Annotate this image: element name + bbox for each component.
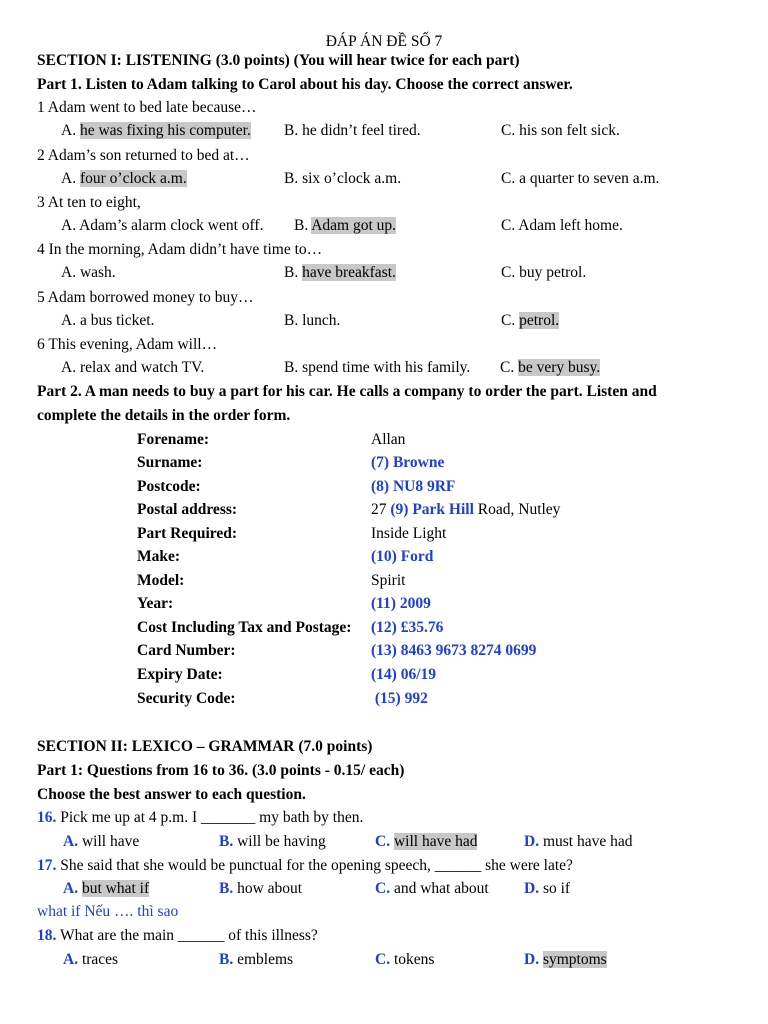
question-stem: 1 Adam went to bed late because… (37, 99, 257, 116)
option-c: C. his son felt sick. (501, 122, 620, 139)
form-value: Inside Light (371, 525, 447, 542)
question-stem: 6 This evening, Adam will… (37, 336, 218, 353)
answer-highlight: he was fixing his computer. (79, 122, 251, 139)
form-label: Security Code: (137, 690, 236, 707)
section2-heading: SECTION II: LEXICO – GRAMMAR (7.0 points) (37, 738, 373, 755)
form-label: Postcode: (137, 478, 201, 495)
question-number: 16. (37, 809, 57, 826)
option-c: C. be very busy. (500, 359, 601, 376)
question-stem: 3 At ten to eight, (37, 194, 141, 211)
option-b: B. he didn’t feel tired. (284, 122, 421, 139)
form-answer: (11) 2009 (371, 595, 431, 612)
question-number: 18. (37, 927, 57, 944)
form-answer: (12) £35.76 (371, 619, 444, 636)
option-c: C. and what about (375, 880, 489, 897)
answer-highlight: but what if (81, 880, 150, 897)
option-d: D. must have had (524, 833, 633, 850)
form-value: 27 (9) Park Hill Road, Nutley (371, 501, 561, 518)
option-a: A. wash. (61, 264, 116, 281)
option-b: B. how about (219, 880, 303, 897)
answer-highlight: symptoms (542, 951, 607, 968)
answer-highlight: have breakfast. (302, 264, 396, 281)
answer-highlight: be very busy. (518, 359, 601, 376)
option-b: B. lunch. (284, 312, 341, 329)
option-a: A. relax and watch TV. (61, 359, 205, 376)
option-c: C. a quarter to seven a.m. (501, 170, 660, 187)
form-value: Spirit (371, 572, 406, 589)
option-a: A. but what if (63, 880, 150, 897)
answer-highlight: will have had (393, 833, 478, 850)
form-label: Part Required: (137, 525, 238, 542)
option-a: A. a bus ticket. (61, 312, 155, 329)
option-b: B. Adam got up. (294, 217, 397, 234)
part2-heading-cont: complete the details in the order form. (37, 407, 291, 424)
question-stem: 2 Adam’s son returned to bed at… (37, 147, 250, 164)
form-answer: (15) 992 (371, 690, 428, 707)
option-a: A. traces (63, 951, 119, 968)
option-c: C. petrol. (501, 312, 560, 329)
form-answer: (14) 06/19 (371, 666, 437, 683)
form-label: Model: (137, 572, 185, 589)
form-answer: (10) Ford (371, 548, 434, 565)
form-answer: (9) Park Hill (390, 501, 474, 518)
answer-highlight: petrol. (519, 312, 560, 329)
form-label: Expiry Date: (137, 666, 223, 683)
form-answer: (7) Browne (371, 454, 445, 471)
form-label: Postal address: (137, 501, 238, 518)
section1-heading: SECTION I: LISTENING (3.0 points) (You will hear twice for each part) (37, 52, 520, 69)
option-c: C. buy petrol. (501, 264, 587, 281)
part1-heading: Part 1. Listen to Adam talking to Carol about his day. Choose the correct answer. (37, 76, 573, 93)
form-value: Allan (371, 431, 406, 448)
option-c: C. tokens (375, 951, 435, 968)
form-label: Surname: (137, 454, 203, 471)
option-a: A. he was fixing his computer. (61, 122, 251, 139)
option-b: B. emblems (219, 951, 294, 968)
option-a: A. Adam’s alarm clock went off. (61, 217, 264, 234)
form-label: Card Number: (137, 642, 236, 659)
option-d: D. symptoms (524, 951, 607, 968)
option-a: A. four o’clock a.m. (61, 170, 187, 187)
part2-heading: Part 2. A man needs to buy a part for his car. He calls a company to order the part. Listen and (37, 383, 657, 400)
question-stem: 4 In the morning, Adam didn’t have time to… (37, 241, 323, 258)
option-c: C. will have had (375, 833, 478, 850)
page-title: ĐÁP ÁN ĐỀ SỐ 7 (325, 33, 443, 50)
form-answer: (13) 8463 9673 8274 0699 (371, 642, 537, 659)
form-label: Make: (137, 548, 181, 565)
form-label: Cost Including Tax and Postage: (137, 619, 352, 636)
question-stem: 5 Adam borrowed money to buy… (37, 289, 254, 306)
option-b: B. spend time with his family. (284, 359, 471, 376)
option-c: C. Adam left home. (501, 217, 623, 234)
answer-highlight: Adam got up. (311, 217, 397, 234)
question-number: 17. (37, 857, 57, 874)
question-stem: 17. She said that she would be punctual for the opening speech, ______ she were late? (37, 857, 573, 874)
option-d: D. so if (524, 880, 571, 897)
option-b: B. will be having (219, 833, 326, 850)
question-stem: 16. Pick me up at 4 p.m. I _______ my bath by then. (37, 809, 364, 826)
form-label: Year: (137, 595, 174, 612)
section2-instruction: Choose the best answer to each question. (37, 786, 306, 803)
option-b: B. have breakfast. (284, 264, 396, 281)
option-a: A. will have (63, 833, 140, 850)
option-b: B. six o’clock a.m. (284, 170, 402, 187)
form-answer: (8) NU8 9RF (371, 478, 456, 495)
section2-part1-heading: Part 1: Questions from 16 to 36. (3.0 points - 0.15/ each) (37, 762, 405, 779)
question-stem: 18. What are the main ______ of this illness? (37, 927, 318, 944)
form-label: Forename: (137, 431, 210, 448)
answer-highlight: four o’clock a.m. (79, 170, 187, 187)
translation-note: what if Nếu …. thì sao (37, 903, 179, 920)
